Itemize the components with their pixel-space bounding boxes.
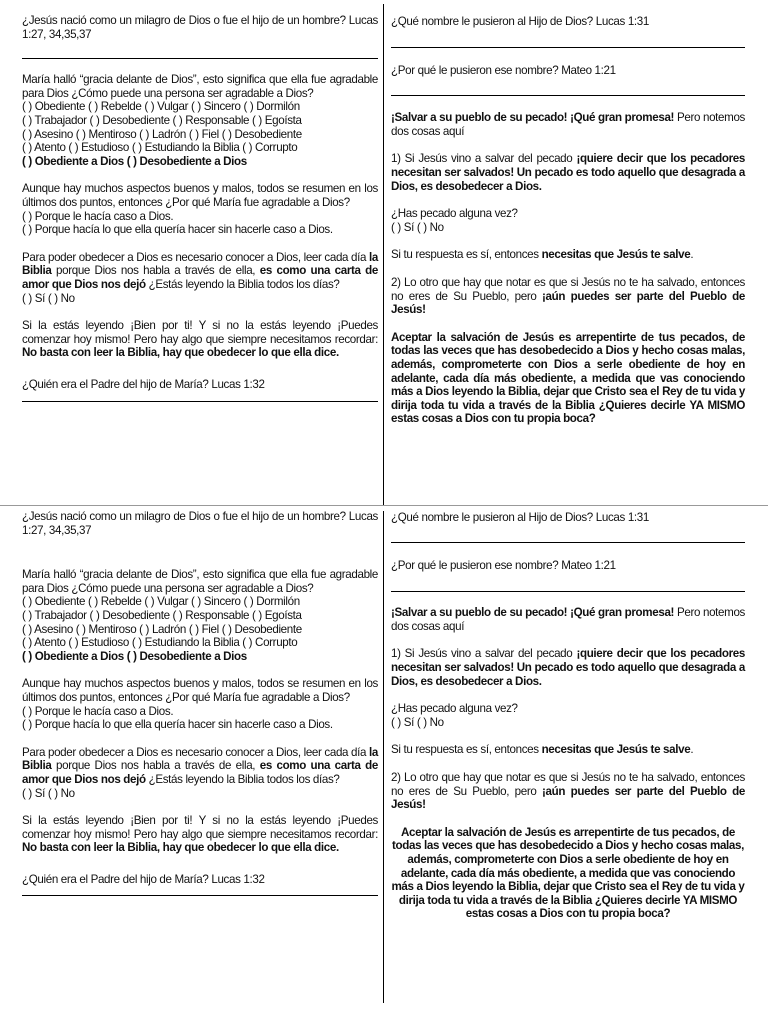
- left-column: [22, 0, 378, 402]
- options-line: ( ) Obediente ( ) Rebelde ( ) Vulgar ( ) Sincero ( ) Dormilón: [22, 100, 300, 114]
- promise-paragraph: ¡Salvar a su pueblo de su pecado! ¡Qué gran promesa! Pero notemos dos cosas aquí: [391, 111, 745, 138]
- answer-line: [391, 591, 745, 592]
- question-sinned: ¿Has pecado alguna vez?: [391, 702, 518, 716]
- yes-no-option: ( ) Sí ( ) No: [391, 715, 444, 729]
- options-line: ( ) Obediente ( ) Rebelde ( ) Vulgar ( ) Sincero ( ) Dormilón: [22, 595, 300, 609]
- options-line: ( ) Trabajador ( ) Desobediente ( ) Responsable ( ) Egoísta: [22, 608, 302, 622]
- maria-intro: María halló “gracia delante de Dios”, esto significa que ella fue agradable para Dios ¿Cómo puede una persona ser agradable a Dios?: [22, 73, 378, 100]
- two-points-question: Aunque hay muchos aspectos buenos y malos, todos se resumen en los últimos dos puntos, entonces ¿Por qué María fue agradable a Dios?: [22, 677, 378, 704]
- options-list: [22, 595, 378, 663]
- two-points-question: Aunque hay muchos aspectos buenos y malos, todos se resumen en los últimos dos puntos, entonces ¿Por qué María fue agradable a Dios?: [22, 182, 378, 209]
- question-name: ¿Qué nombre le pusieron al Hijo de Dios? Lucas 1:31: [391, 15, 649, 28]
- accept-salvation-paragraph: Aceptar la salvación de Jesús es arrepentirte de tus pecados, de todas las veces que has desobedecido a Dios y hecho cosas malas, además, comprometerte con Dios a serle obediente de hoy en adelante, cada día más obediente, a medida que vas conociendo más a Dios leyendo la Biblia, dejar que Cristo sea el Rey de tu vida y dirija toda tu vida a través de la Biblia ¿Quieres decirle YA MISMO estas cosas a Dios con tu propia boca?: [391, 330, 745, 426]
- question-birth: ¿Jesús nació como un milagro de Dios o fue el hijo de un hombre? Lucas 1:27, 34,35,37: [22, 510, 378, 537]
- options-line: ( ) Asesino ( ) Mentiroso ( ) Ladrón ( ) Fiel ( ) Desobediente: [22, 622, 302, 636]
- options-line: ( ) Atento ( ) Estudioso ( ) Estudiando la Biblia ( ) Corrupto: [22, 141, 298, 155]
- point-one-paragraph: 1) Si Jesús vino a salvar del pecado ¡quiere decir que los pecadores necesitan ser salvados! Un pecado es todo aquello que desagrada a Dios, es desobedecer a Dios.: [391, 152, 745, 193]
- worksheet-copy-bottom: [0, 505, 768, 1024]
- point-one-paragraph: 1) Si Jesús vino a salvar del pecado ¡quiere decir que los pecadores necesitan ser salvados! Un pecado es todo aquello que desagrada a Dios, es desobedecer a Dios.: [391, 647, 745, 688]
- options-line: ( ) Trabajador ( ) Desobediente ( ) Responsable ( ) Egoísta: [22, 113, 302, 127]
- answer-line: [22, 895, 378, 896]
- answer-paragraph: Si tu respuesta es sí, entonces necesitas que Jesús te salve.: [391, 743, 694, 757]
- question-father: ¿Quién era el Padre del hijo de María? Lucas 1:32: [22, 377, 265, 391]
- question-name: ¿Qué nombre le pusieron al Hijo de Dios? Lucas 1:31: [391, 511, 649, 524]
- accept-salvation-paragraph: Aceptar la salvación de Jesús es arrepentirte de tus pecados, de todas las veces que has desobedecido a Dios y hecho cosas malas, además, comprometerte con Dios a serle obediente de hoy en adelante, cada día más obediente, a medida que vas conociendo más a Dios leyendo la Biblia, dejar que Cristo sea el Rey de tu vida y dirija toda tu vida a través de la Biblia ¿Quieres decirle YA MISMO estas cosas a Dios con tu propia boca?: [391, 825, 745, 921]
- yes-no-option: ( ) Sí ( ) No: [22, 786, 75, 800]
- reason-option: ( ) Porque hacía lo que ella quería hacer sin hacerle caso a Dios.: [22, 718, 333, 732]
- reason-option: ( ) Porque le hacía caso a Dios.: [22, 209, 174, 223]
- bible-paragraph: Para poder obedecer a Dios es necesario conocer a Dios, leer cada día la Biblia porque Dios nos habla a través de ella, es como una carta de amor que Dios nos dejó ¿Estás leyendo la Biblia todos los días?: [22, 250, 378, 291]
- column-divider: [383, 4, 384, 506]
- right-column: [391, 505, 745, 921]
- reading-paragraph: Si la estás leyendo ¡Bien por ti! Y si no la estás leyendo ¡Puedes comenzar hoy mismo! Pero hay algo que siempre necesitamos recordar: No basta con leer la Biblia, hay que obedecer lo que ella dice.: [22, 319, 378, 360]
- yes-no-option: ( ) Sí ( ) No: [22, 291, 75, 305]
- question-sinned: ¿Has pecado alguna vez?: [391, 207, 518, 221]
- right-column: [391, 0, 745, 426]
- promise-paragraph: ¡Salvar a su pueblo de su pecado! ¡Qué gran promesa! Pero notemos dos cosas aquí: [391, 606, 745, 633]
- options-line-key: ( ) Obediente a Dios ( ) Desobediente a Dios: [22, 649, 247, 663]
- question-why: ¿Por qué le pusieron ese nombre? Mateo 1:21: [391, 558, 616, 572]
- question-why: ¿Por qué le pusieron ese nombre? Mateo 1:21: [391, 63, 616, 77]
- point-two-paragraph: 2) Lo otro que hay que notar es que si Jesús no te ha salvado, entonces no eres de Su Pueblo, pero ¡aún puedes ser parte del Pueblo de Jesús!: [391, 770, 745, 812]
- left-column: [22, 505, 378, 896]
- bible-paragraph: Para poder obedecer a Dios es necesario conocer a Dios, leer cada día la Biblia porque Dios nos habla a través de ella, es como una carta de amor que Dios nos dejó ¿Estás leyendo la Biblia todos los días?: [22, 745, 378, 786]
- options-line: ( ) Atento ( ) Estudioso ( ) Estudiando la Biblia ( ) Corrupto: [22, 636, 298, 650]
- options-line: ( ) Asesino ( ) Mentiroso ( ) Ladrón ( ) Fiel ( ) Desobediente: [22, 127, 302, 141]
- maria-intro: María halló “gracia delante de Dios”, esto significa que ella fue agradable para Dios ¿Cómo puede una persona ser agradable a Dios?: [22, 568, 378, 595]
- reading-paragraph: Si la estás leyendo ¡Bien por ti! Y si no la estás leyendo ¡Puedes comenzar hoy mismo! Pero hay algo que siempre necesitamos recordar: No basta con leer la Biblia, hay que obedecer lo que ella dice.: [22, 814, 378, 855]
- yes-no-option: ( ) Sí ( ) No: [391, 220, 444, 234]
- reason-option: ( ) Porque hacía lo que ella quería hacer sin hacerle caso a Dios.: [22, 223, 333, 237]
- options-list: [22, 100, 378, 168]
- answer-line: [22, 401, 378, 402]
- column-divider: [383, 511, 384, 1003]
- answer-line: [391, 542, 745, 543]
- question-birth: ¿Jesús nació como un milagro de Dios o fue el hijo de un hombre? Lucas 1:27, 34,35,37: [22, 14, 378, 41]
- answer-line: [22, 58, 378, 59]
- point-two-paragraph: 2) Lo otro que hay que notar es que si Jesús no te ha salvado, entonces no eres de Su Pueblo, pero ¡aún puedes ser parte del Pueblo de Jesús!: [391, 275, 745, 317]
- worksheet-copy-top: [0, 0, 768, 505]
- answer-line: [391, 47, 745, 48]
- options-line-key: ( ) Obediente a Dios ( ) Desobediente a Dios: [22, 154, 247, 168]
- reason-option: ( ) Porque le hacía caso a Dios.: [22, 704, 174, 718]
- answer-paragraph: Si tu respuesta es sí, entonces necesitas que Jesús te salve.: [391, 248, 694, 262]
- question-father: ¿Quién era el Padre del hijo de María? Lucas 1:32: [22, 872, 265, 886]
- answer-line: [391, 95, 745, 96]
